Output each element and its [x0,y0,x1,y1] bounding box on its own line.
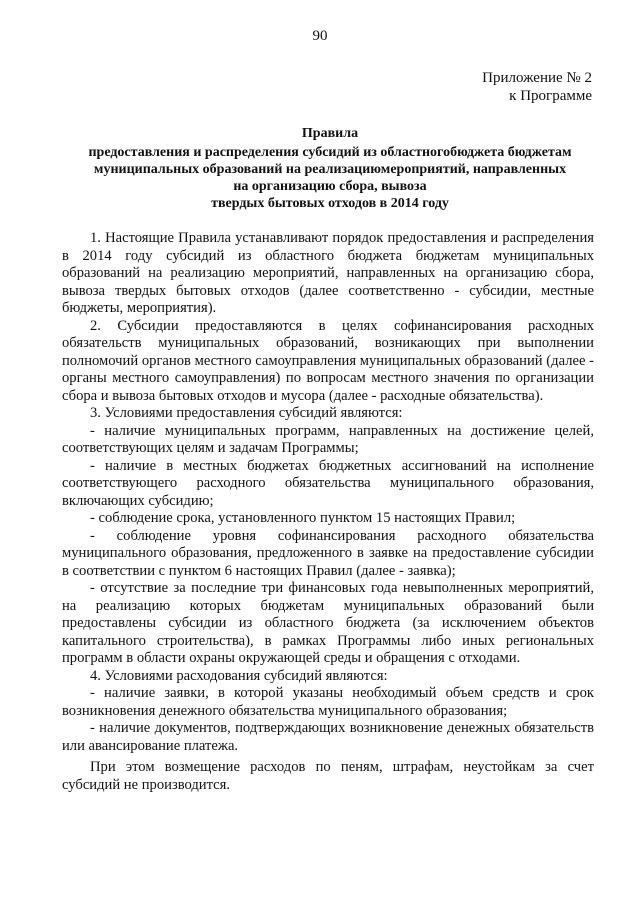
title-line-3: на организацию сбора, вывоза [233,179,427,194]
bullet-item: - наличие заявки, в которой указаны необходимый объем средств и срок возникновения денежного обязательства муниципального образования; [62,685,594,719]
paragraph-2: 2. Субсидии предоставляются в целях софинансирования расходных обязательств муниципальных образований, возникающих при выполнении полномочий органов местного самоуправления муниципальных образований (далее - органы местного самоуправления) по вопросам местного значения по организации сбора и вывоза бытовых отходов и мусора (далее - расходные обязательства). [62,317,594,404]
title-main: Правила [301,126,359,141]
closing-paragraph: При этом возмещение расходов по пеням, штрафам, неустойкам за счет субсидий не производится. [62,759,594,793]
document-body [62,230,594,794]
appendix-line-1: Приложение № 2 [482,70,592,86]
document-title [40,125,620,212]
bullet-item: - соблюдение срока, установленного пунктом 15 настоящих Правил; [90,510,516,526]
title-line-4: твердых бытовых отходов в 2014 году [211,196,449,211]
bullet-item: - отсутствие за последние три финансовых года невыполненных мероприятий, на реализацию которых бюджетам муниципальных образований были предоставлены субсидии из областного бюджета (за исключением объектов капитального строительства), в рамках Программы либо иных региональных программ в области охраны окружающей среды и обращения с отходами. [62,580,594,666]
appendix-line-2: к Программе [509,88,592,104]
bullet-item: - соблюдение уровня софинансирования расходного обязательства муниципального образования, предложенного в заявке на предоставление субсидии в соответствии с пунктом 6 настоящих Правил (далее - заявка); [62,527,594,579]
title-line-2: муниципальных образований на реализациюмероприятий, направленных [93,162,567,177]
appendix-reference [482,69,592,105]
paragraph-4: 4. Условиями расходования субсидий являются: [90,667,388,684]
paragraph-3: 3. Условиями предоставления субсидий являются: [90,405,403,421]
bullet-item: - наличие в местных бюджетах бюджетных ассигнований на исполнение соответствующего расходного обязательства муниципального образования, включающих субсидию; [62,457,594,509]
bullet-item: - наличие документов, подтверждающих возникновение денежных обязательств или авансирование платежа. [62,720,594,754]
bullet-item: - наличие муниципальных программ, направленных на достижение целей, соответствующих целям и задачам Программы; [62,422,594,456]
page-number: 90 [312,28,328,44]
title-line-1: предоставления и распределения субсидий из областногобюджета бюджетам [88,145,572,160]
paragraph-1: 1. Настоящие Правила устанавливают порядок предоставления и распределения в 2014 году субсидий из областного бюджета бюджетам муниципальных образований на реализацию мероприятий, направленных на организацию сбора, вывоза твердых бытовых отходов (далее соответственно - субсидии, местные бюджеты, мероприятия). [62,230,594,316]
